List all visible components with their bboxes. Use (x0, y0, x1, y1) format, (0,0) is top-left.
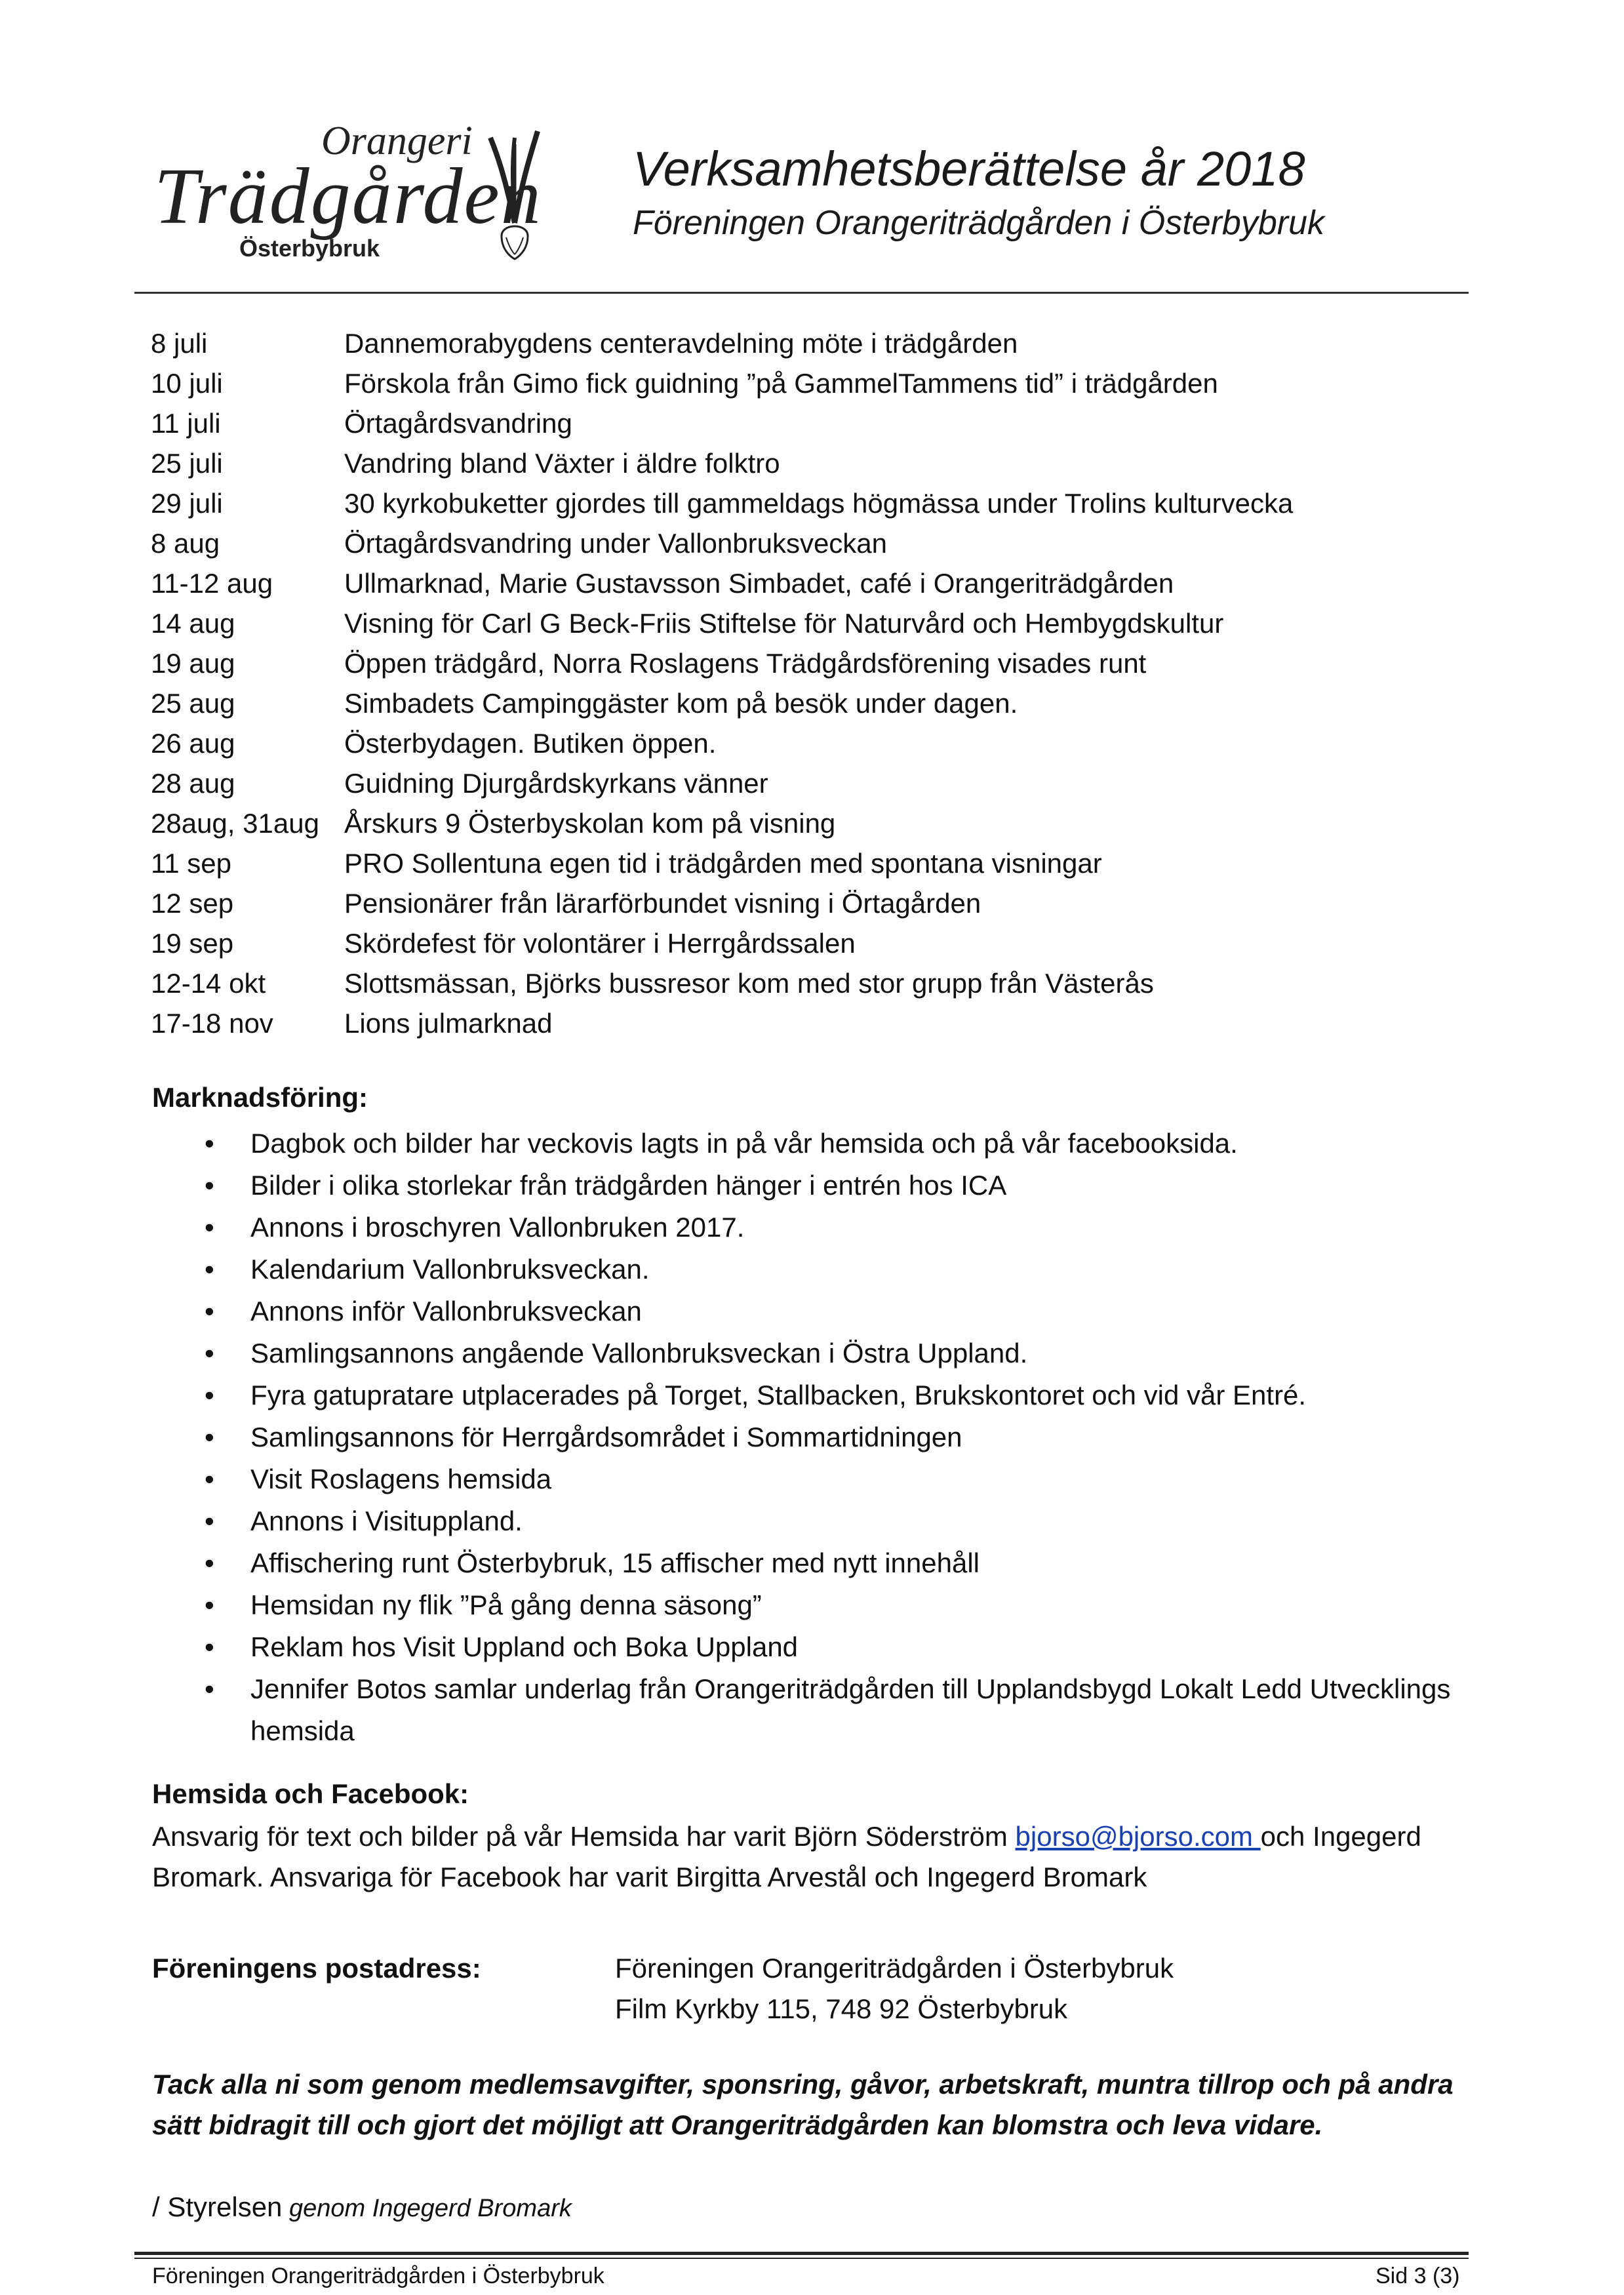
list-item-text: Reklam hos Visit Uppland och Boka Uppland (250, 1631, 799, 1662)
event-date: 8 juli (151, 328, 208, 359)
bullet-icon: • (205, 1464, 214, 1494)
event-description: Simbadets Campinggäster kom på besök under dagen. (344, 688, 1018, 719)
email-link[interactable]: bjorso@bjorso.com (1015, 1821, 1261, 1852)
bullet-icon: • (205, 1631, 214, 1662)
event-date: 11-12 aug (151, 568, 273, 599)
bullet-icon: • (205, 1422, 214, 1452)
logo-tradgarden-text: Trädgården (154, 152, 542, 241)
event-description: Slottsmässan, Björks bussresor kom med stor grupp från Västerås (344, 968, 1154, 999)
web-heading: Hemsida och Facebook: (152, 1778, 469, 1809)
event-row (151, 648, 1462, 688)
event-date: 25 juli (151, 448, 223, 479)
list-item-text: Fyra gatupratare utplacerades på Torget, Stallbacken, Brukskontoret och vid vår Entré. (250, 1380, 1307, 1410)
bullet-icon: • (205, 1506, 214, 1536)
footer-divider (134, 2252, 1469, 2255)
bullet-icon: • (205, 1128, 214, 1159)
page-title: Verksamhetsberättelse år 2018 (633, 142, 1305, 196)
event-description: Österbydagen. Butiken öppen. (344, 728, 717, 759)
event-date: 12-14 okt (151, 968, 266, 999)
event-date: 17-18 nov (151, 1008, 273, 1039)
header-divider (134, 292, 1469, 294)
event-row (151, 968, 1462, 1008)
list-item (152, 1584, 1476, 1626)
list-item (152, 1248, 1476, 1290)
event-list (151, 328, 1462, 1048)
bullet-icon: • (205, 1547, 214, 1578)
list-item (152, 1626, 1476, 1668)
list-item (152, 1542, 1476, 1584)
event-date: 28 aug (151, 768, 235, 799)
event-description: Örtagårdsvandring under Vallonbruksveckan (344, 528, 888, 559)
event-date: 19 aug (151, 648, 235, 679)
event-row (151, 808, 1462, 848)
bullet-icon: • (205, 1212, 214, 1243)
list-item-text: Bilder i olika storlekar från trädgården hänger i entrén hos ICA (250, 1170, 1007, 1201)
list-item (152, 1332, 1476, 1374)
event-row (151, 928, 1462, 968)
event-date: 28aug, 31aug (151, 808, 319, 839)
event-description: Guidning Djurgårdskyrkans vänner (344, 768, 768, 799)
event-description: Lions julmarknad (344, 1008, 553, 1039)
event-description: Årskurs 9 Österbyskolan kom på visning (344, 808, 836, 839)
list-item-text: Affischering runt Österbybruk, 15 affischer med nytt innehåll (250, 1547, 980, 1578)
event-row (151, 688, 1462, 728)
marketing-list (152, 1123, 1476, 1752)
event-date: 8 aug (151, 528, 220, 559)
bullet-icon: • (205, 1380, 214, 1410)
bullet-icon: • (205, 1673, 214, 1704)
list-item (152, 1165, 1476, 1207)
event-description: Skördefest för volontärer i Herrgårdssalen (344, 928, 856, 959)
page-subtitle: Föreningen Orangeriträdgården i Österbybruk (633, 204, 1325, 242)
footer-organization: Föreningen Orangeriträdgården i Österbybruk (152, 2264, 604, 2288)
event-date: 14 aug (151, 608, 235, 639)
bullet-icon: • (205, 1254, 214, 1285)
list-item-text: Hemsidan ny flik ”På gång denna säsong” (250, 1589, 762, 1620)
event-row (151, 1008, 1462, 1048)
event-row (151, 448, 1462, 488)
event-row (151, 328, 1462, 368)
tulip-bulb-icon (485, 125, 544, 262)
list-item (152, 1458, 1476, 1500)
signature (152, 2191, 572, 2223)
marketing-heading: Marknadsföring: (152, 1082, 368, 1113)
list-item-text: Samlingsannons för Herrgårdsområdet i Sommartidningen (250, 1422, 962, 1452)
page-number: Sid 3 (3) (1376, 2264, 1460, 2288)
list-item-text: Jennifer Botos samlar underlag från Orangeriträdgården till Upplandsbygd Lokalt Ledd Utvecklings hemsida (250, 1673, 1451, 1746)
event-row (151, 368, 1462, 408)
list-item (152, 1500, 1476, 1542)
list-item (152, 1290, 1476, 1332)
list-item (152, 1374, 1476, 1416)
event-date: 11 juli (151, 408, 221, 439)
event-description: Öppen trädgård, Norra Roslagens Trädgårdsförening visades runt (344, 648, 1147, 679)
event-description: Ullmarknad, Marie Gustavsson Simbadet, café i Orangeriträdgården (344, 568, 1174, 599)
event-date: 25 aug (151, 688, 235, 719)
thanks-message: Tack alla ni som genom medlemsavgifter, sponsring, gåvor, arbetskraft, muntra tillrop och på andra sätt bidragit till och gjort det möjligt att Orangeriträdgården kan blomstra och leva vidare. (152, 2069, 1454, 2140)
event-row (151, 408, 1462, 448)
event-description: PRO Sollentuna egen tid i trädgården med spontana visningar (344, 848, 1102, 879)
event-description: Pensionärer från lärarförbundet visning i Örtagården (344, 888, 981, 919)
bullet-icon: • (205, 1589, 214, 1620)
list-item (152, 1123, 1476, 1165)
list-item-text: Samlingsannons angående Vallonbruksveckan i Östra Uppland. (250, 1338, 1028, 1368)
event-description: Förskola från Gimo fick guidning ”på GammelTammens tid” i trädgården (344, 368, 1218, 399)
list-item (152, 1668, 1476, 1752)
event-description: Vandring bland Växter i äldre folktro (344, 448, 780, 479)
bullet-icon: • (205, 1338, 214, 1368)
event-row (151, 728, 1462, 768)
logo-orangeri-text: Orangeri (321, 119, 473, 163)
event-date: 10 juli (151, 368, 223, 399)
list-item-text: Annons i Visituppland. (250, 1506, 523, 1536)
event-date: 11 sep (151, 848, 231, 879)
list-item-text: Annons inför Vallonbruksveckan (250, 1296, 642, 1327)
signature-prefix: / Styrelsen (152, 2191, 283, 2222)
event-description: 30 kyrkobuketter gjordes till gammeldags högmässa under Trolins kulturvecka (344, 488, 1294, 519)
event-row (151, 488, 1462, 528)
list-item-text: Dagbok och bilder har veckovis lagts in på vår hemsida och på vår facebooksida. (250, 1128, 1238, 1159)
event-row (151, 848, 1462, 888)
web-text-before: Ansvarig för text och bilder på vår Hemsida har varit Björn Söderström (152, 1821, 1016, 1852)
event-description: Örtagårdsvandring (344, 408, 572, 439)
web-text-after: och Ingegerd Bromark. Ansvariga för Facebook har varit Birgitta Arvestål och Ingegerd Bromark (152, 1821, 1421, 1892)
event-description: Visning för Carl G Beck-Friis Stiftelse för Naturvård och Hembygdskultur (344, 608, 1224, 639)
event-date: 19 sep (151, 928, 234, 959)
bullet-icon: • (205, 1170, 214, 1201)
event-row (151, 888, 1462, 928)
list-item (152, 1207, 1476, 1248)
event-date: 12 sep (151, 888, 234, 919)
list-item-text: Kalendarium Vallonbruksveckan. (250, 1254, 650, 1285)
event-description: Dannemorabygdens centeravdelning möte i trädgården (344, 328, 1018, 359)
event-row (151, 528, 1462, 568)
address-line-2: Film Kyrkby 115, 748 92 Österbybruk (615, 1993, 1068, 2024)
list-item (152, 1416, 1476, 1458)
event-row (151, 568, 1462, 608)
list-item-text: Visit Roslagens hemsida (250, 1464, 552, 1494)
logo (154, 118, 547, 275)
list-item-text: Annons i broschyren Vallonbruken 2017. (250, 1212, 745, 1243)
event-date: 26 aug (151, 728, 235, 759)
footer-divider-thin (134, 2258, 1469, 2259)
event-row (151, 768, 1462, 808)
web-paragraph (152, 1816, 1490, 1898)
logo-osterbybruk-text: Österbybruk (239, 235, 380, 262)
bullet-icon: • (205, 1296, 214, 1327)
address-line-1: Föreningen Orangeriträdgården i Österbybruk (615, 1953, 1174, 1984)
event-date: 29 juli (151, 488, 223, 519)
address-label: Föreningens postadress: (152, 1953, 481, 1984)
signature-rest: genom Ingegerd Bromark (282, 2195, 572, 2222)
event-row (151, 608, 1462, 648)
